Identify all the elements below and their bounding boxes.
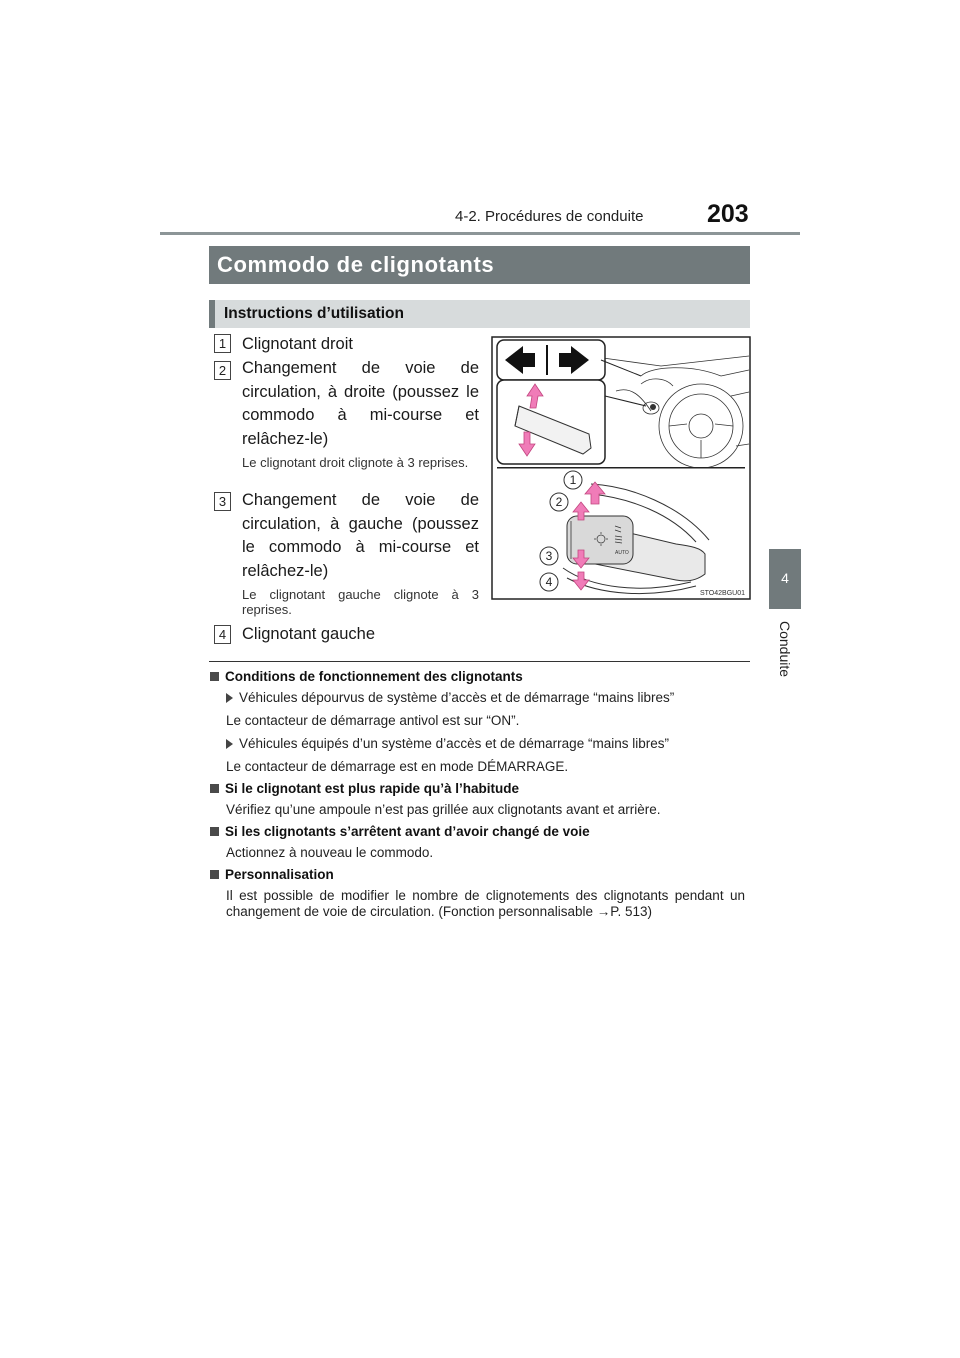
- item-number-2: 2: [214, 361, 231, 380]
- condition-1-text: Le contacteur de démarrage antivol est sur “ON”.: [226, 713, 520, 728]
- page-title: Commodo de clignotants: [217, 252, 495, 277]
- auto-label: AUTO: [615, 550, 629, 556]
- figure-code: STO42BGU01: [699, 590, 745, 597]
- section-separator: [209, 661, 750, 662]
- note-text-3: Actionnez à nouveau le commodo.: [226, 845, 434, 860]
- note-heading-4: Personnalisation: [210, 867, 334, 882]
- subtitle-accent: [209, 300, 215, 328]
- turn-signal-figure: [491, 336, 751, 600]
- stalk-pivot: [650, 404, 656, 410]
- page-number: 203: [707, 200, 749, 228]
- section-title: 4-2. Procédures de conduite: [455, 208, 644, 225]
- chapter-label: Conduite: [777, 620, 793, 678]
- condition-2: Véhicules équipés d’un système d’accès et de démarrage “mains libres”: [226, 736, 669, 751]
- chapter-tab[interactable]: [769, 549, 801, 609]
- title-bar: [209, 246, 750, 284]
- bullet-square-icon: [210, 672, 219, 681]
- chapter-number: 4: [781, 570, 789, 586]
- callout-3: 3: [545, 549, 553, 563]
- note-heading-3: Si les clignotants s’arrêtent avant d’avoir changé de voie: [210, 824, 590, 839]
- bullet-square-icon: [210, 870, 219, 879]
- note-text-2: Vérifiez qu’une ampoule n’est pas grillée aux clignotants avant et arrière.: [226, 802, 661, 817]
- condition-1: Véhicules dépourvus de système d’accès et de démarrage “mains libres”: [226, 690, 674, 705]
- subtitle-bar: [209, 300, 750, 328]
- figure-divider: [497, 467, 745, 469]
- item-number-3: 3: [214, 492, 231, 511]
- bullet-square-icon: [210, 827, 219, 836]
- item-number-1: 1: [214, 334, 231, 353]
- chapter-label-box: [770, 614, 800, 684]
- item-text-1: Clignotant droit: [242, 335, 353, 353]
- header-rule: [160, 232, 800, 235]
- item-note-3: Le clignotant gauche clignote à 3 reprises.: [242, 587, 479, 617]
- item-text-2: Changement de voie de circulation, à droite (poussez le commodo à mi-course et relâchez-le): [242, 359, 479, 448]
- triangle-bullet-icon: [226, 739, 233, 749]
- subtitle: Instructions d’utilisation: [224, 305, 404, 322]
- callout-4: 4: [545, 575, 553, 589]
- item-note-2: Le clignotant droit clignote à 3 reprises.: [242, 455, 469, 470]
- condition-2-text: Le contacteur de démarrage est en mode DÉMARRAGE.: [226, 759, 569, 774]
- note-text-4: Il est possible de modifier le nombre de clignotements des clignotants pendant un changement de voie de circulation. (Fonction personnalisable →P. 513): [226, 888, 745, 919]
- item-text-4: Clignotant gauche: [242, 625, 376, 643]
- note-heading-1: Conditions de fonctionnement des clignotants: [210, 669, 523, 684]
- item-number-4: 4: [214, 625, 231, 644]
- bullet-square-icon: [210, 784, 219, 793]
- callout-2: 2: [555, 495, 563, 509]
- triangle-bullet-icon: [226, 693, 233, 703]
- note-heading-2: Si le clignotant est plus rapide qu’à l’habitude: [210, 781, 519, 796]
- callout-1: 1: [569, 473, 577, 487]
- item-text-3: Changement de voie de circulation, à gauche (poussez le commodo à mi-course et relâchez-le): [242, 491, 479, 580]
